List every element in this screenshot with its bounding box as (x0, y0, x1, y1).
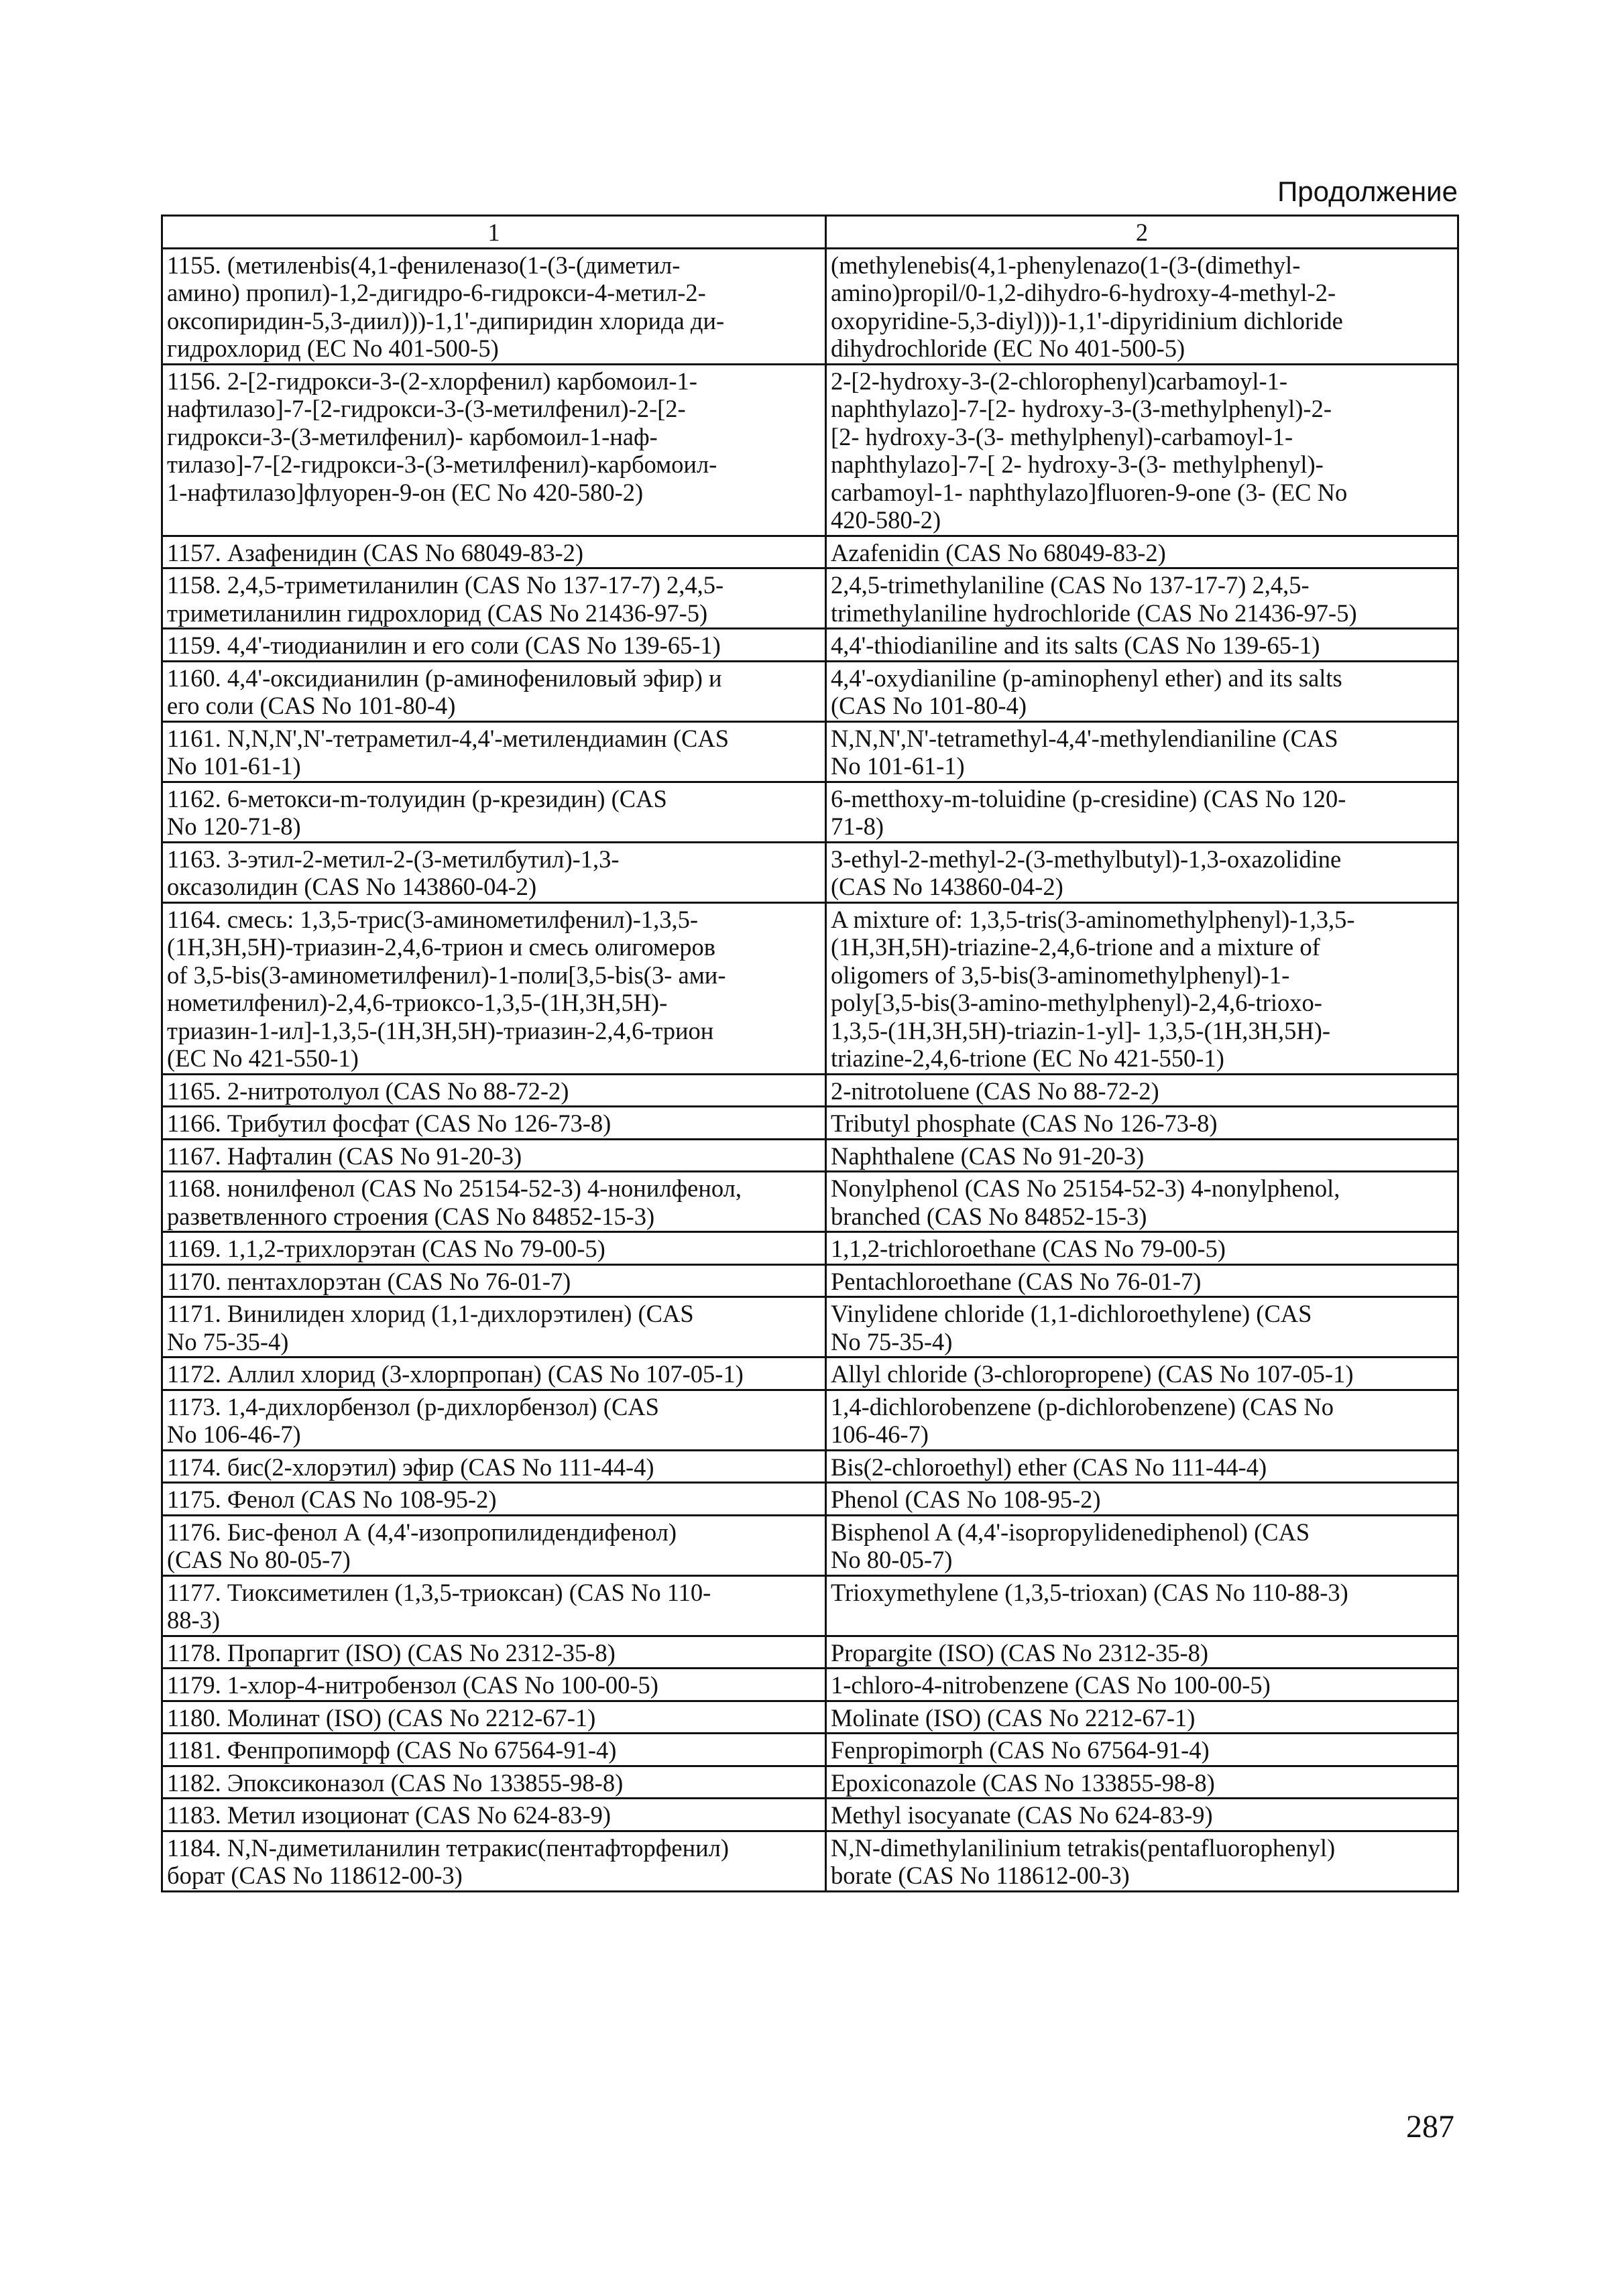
cell-english-name: Vinylidene chloride (1,1-dichloroethylene) (CAS No 75-35-4) (826, 1297, 1458, 1357)
table-row (162, 1669, 1458, 1701)
table-row (162, 842, 1458, 902)
table-row (162, 568, 1458, 629)
cell-english-name: Tributyl phosphate (CAS No 126-73-8) (826, 1107, 1458, 1140)
table-row (162, 1450, 1458, 1483)
cell-russian-name: 1155. (метиленbis(4,1-фениленазо(1-(3-(диметил- амино) пропил)-1,2-дигидро-6-гидрокси-4-метил-2- оксопиридин-5,3-диил)))-1,1'-дипиридин хлорида ди- гидрохлорид (EC No 401-500-5) (162, 248, 826, 364)
cell-english-name: Phenol (CAS No 108-95-2) (826, 1483, 1458, 1516)
cell-russian-name: 1183. Метил изоционат (CAS No 624-83-9) (162, 1799, 826, 1831)
cell-english-name: Fenpropimorph (CAS No 67564-91-4) (826, 1734, 1458, 1766)
cell-russian-name: 1159. 4,4'-тиодианилин и его соли (CAS No 139-65-1) (162, 629, 826, 662)
cell-russian-name: 1170. пентахлорэтан (CAS No 76-01-7) (162, 1264, 826, 1297)
cell-english-name: Nonylphenol (CAS No 25154-52-3) 4-nonylphenol, branched (CAS No 84852-15-3) (826, 1172, 1458, 1232)
column-header-2: 2 (826, 216, 1458, 249)
table-row (162, 1636, 1458, 1669)
cell-english-name: Naphthalene (CAS No 91-20-3) (826, 1139, 1458, 1172)
table-row (162, 661, 1458, 721)
table-row (162, 1139, 1458, 1172)
table-row (162, 1766, 1458, 1799)
cell-russian-name: 1182. Эпоксиконазол (CAS No 133855-98-8) (162, 1766, 826, 1799)
table-row (162, 1264, 1458, 1297)
table-row (162, 1357, 1458, 1390)
table-header (162, 216, 1458, 249)
cell-english-name: Molinate (ISO) (CAS No 2212-67-1) (826, 1701, 1458, 1734)
cell-russian-name: 1162. 6-метокси-m-толуидин (p-крезидин) (CAS No 120-71-8) (162, 782, 826, 842)
cell-english-name: A mixture of: 1,3,5-tris(3-aminomethylphenyl)-1,3,5- (1H,3H,5H)-triazine-2,4,6-trione and a mixture of oligomers of 3,5-bis(3-aminomethylphenyl)-1- poly[3,5-bis(3-amino-methylphenyl)-2,4,6-trioxo- 1,3,5-(1H,3H,5H)-triazin-1-yl]- 1,3,5-(1H,3H,5H)- triazine-2,4,6-trione (EC No 421-550-1) (826, 902, 1458, 1074)
cell-russian-name: 1173. 1,4-дихлорбензол (p-дихлорбензол) (CAS No 106-46-7) (162, 1390, 826, 1450)
table-row (162, 1172, 1458, 1232)
cell-russian-name: 1165. 2-нитротолуол (CAS No 88-72-2) (162, 1074, 826, 1107)
table-row (162, 364, 1458, 536)
cell-english-name: N,N-dimethylanilinium tetrakis(pentafluorophenyl) borate (CAS No 118612-00-3) (826, 1831, 1458, 1891)
cell-english-name: Trioxymethylene (1,3,5-trioxan) (CAS No 110-88-3) (826, 1575, 1458, 1636)
cell-english-name: Epoxiconazole (CAS No 133855-98-8) (826, 1766, 1458, 1799)
cell-russian-name: 1179. 1-хлор-4-нитробензол (CAS No 100-00-5) (162, 1669, 826, 1701)
cell-english-name: (methylenebis(4,1-phenylenazo(1-(3-(dimethyl- amino)propil/0-1,2-dihydro-6-hydroxy-4-methyl-2- oxopyridine-5,3-diyl)))-1,1'-dipyridinium dichloride dihydrochloride (EC No 401-500-5) (826, 248, 1458, 364)
table-row (162, 1074, 1458, 1107)
table-row (162, 248, 1458, 364)
table-row (162, 1515, 1458, 1575)
cell-russian-name: 1163. 3-этил-2-метил-2-(3-метилбутил)-1,3- оксазолидин (CAS No 143860-04-2) (162, 842, 826, 902)
cell-russian-name: 1161. N,N,N',N'-тетраметил-4,4'-метилендиамин (CAS No 101-61-1) (162, 721, 826, 782)
column-header-1: 1 (162, 216, 826, 249)
table-row (162, 1297, 1458, 1357)
table-row (162, 1831, 1458, 1891)
cell-english-name: 2-[2-hydroxy-3-(2-chlorophenyl)carbamoyl-1- naphthylazo]-7-[2- hydroxy-3-(3-methylphenyl)-2- [2- hydroxy-3-(3- methylphenyl)-carbamoyl-1- naphthylazo]-7-[ 2- hydroxy-3-(3- methylphenyl)- carbamoyl-1- naphthylazo]fluoren-9-one (3- (EC No 420-580-2) (826, 364, 1458, 536)
table-row (162, 1232, 1458, 1265)
cell-english-name: Methyl isocyanate (CAS No 624-83-9) (826, 1799, 1458, 1831)
table-row (162, 782, 1458, 842)
cell-russian-name: 1164. смесь: 1,3,5-трис(3-аминометилфенил)-1,3,5- (1H,3H,5H)-триазин-2,4,6-трион и смесь олигомеров of 3,5-bis(3-аминометилфенил)-1-поли[3,5-bis(3- ами- нометилфенил)-2,4,6-триоксо-1,3,5-(1H,3H,5H)- триазин-1-ил]-1,3,5-(1H,3H,5H)-триазин-2,4,6-трион (EC No 421-550-1) (162, 902, 826, 1074)
substance-table (161, 215, 1459, 1892)
table-row (162, 1390, 1458, 1450)
cell-russian-name: 1166. Трибутил фосфат (CAS No 126-73-8) (162, 1107, 826, 1140)
cell-english-name: Bisphenol A (4,4'-isopropylidenediphenol) (CAS No 80-05-7) (826, 1515, 1458, 1575)
cell-russian-name: 1177. Тиоксиметилен (1,3,5-триоксан) (CAS No 110- 88-3) (162, 1575, 826, 1636)
cell-english-name: 1,1,2-trichloroethane (CAS No 79-00-5) (826, 1232, 1458, 1265)
cell-english-name: 2-nitrotoluene (CAS No 88-72-2) (826, 1074, 1458, 1107)
cell-russian-name: 1178. Пропаргит (ISO) (CAS No 2312-35-8) (162, 1636, 826, 1669)
cell-russian-name: 1168. нонилфенол (CAS No 25154-52-3) 4-нонилфенол, разветвленного строения (CAS No 84852-15-3) (162, 1172, 826, 1232)
table-row (162, 721, 1458, 782)
table-row (162, 1575, 1458, 1636)
cell-english-name: 1-chloro-4-nitrobenzene (CAS No 100-00-5) (826, 1669, 1458, 1701)
table-row (162, 1701, 1458, 1734)
cell-russian-name: 1171. Винилиден хлорид (1,1-дихлорэтилен) (CAS No 75-35-4) (162, 1297, 826, 1357)
cell-english-name: 3-ethyl-2-methyl-2-(3-methylbutyl)-1,3-oxazolidine (CAS No 143860-04-2) (826, 842, 1458, 902)
table-body (162, 248, 1458, 1891)
table-row (162, 1799, 1458, 1831)
cell-russian-name: 1160. 4,4'-оксидианилин (p-аминофениловый эфир) и его соли (CAS No 101-80-4) (162, 661, 826, 721)
cell-russian-name: 1181. Фенпропиморф (CAS No 67564-91-4) (162, 1734, 826, 1766)
table-row (162, 536, 1458, 568)
continued-label: Продолжение (1277, 176, 1458, 207)
cell-russian-name: 1167. Нафталин (CAS No 91-20-3) (162, 1139, 826, 1172)
cell-english-name: 2,4,5-trimethylaniline (CAS No 137-17-7) 2,4,5- trimethylaniline hydrochloride (CAS No 21436-97-5) (826, 568, 1458, 629)
cell-russian-name: 1169. 1,1,2-трихлорэтан (CAS No 79-00-5) (162, 1232, 826, 1265)
table-row (162, 902, 1458, 1074)
cell-russian-name: 1176. Бис-фенол А (4,4'-изопропилидендифенол) (CAS No 80-05-7) (162, 1515, 826, 1575)
cell-english-name: Allyl chloride (3-chloropropene) (CAS No 107-05-1) (826, 1357, 1458, 1390)
cell-russian-name: 1158. 2,4,5-триметиланилин (CAS No 137-17-7) 2,4,5- триметиланилин гидрохлорид (CAS No 21436-97-5) (162, 568, 826, 629)
cell-english-name: Pentachloroethane (CAS No 76-01-7) (826, 1264, 1458, 1297)
cell-english-name: Propargite (ISO) (CAS No 2312-35-8) (826, 1636, 1458, 1669)
page-number: 287 (1406, 2109, 1454, 2144)
table-row (162, 1107, 1458, 1140)
cell-english-name: Bis(2-chloroethyl) ether (CAS No 111-44-4) (826, 1450, 1458, 1483)
header-row (162, 216, 1458, 249)
table-row (162, 629, 1458, 662)
cell-english-name: N,N,N',N'-tetramethyl-4,4'-methylendianiline (CAS No 101-61-1) (826, 721, 1458, 782)
cell-english-name: Azafenidin (CAS No 68049-83-2) (826, 536, 1458, 568)
cell-english-name: 6-metthoxy-m-toluidine (p-cresidine) (CAS No 120- 71-8) (826, 782, 1458, 842)
table-row (162, 1734, 1458, 1766)
cell-english-name: 4,4'-oxydianiline (p-aminophenyl ether) and its salts (CAS No 101-80-4) (826, 661, 1458, 721)
cell-english-name: 1,4-dichlorobenzene (p-dichlorobenzene) (CAS No 106-46-7) (826, 1390, 1458, 1450)
cell-russian-name: 1157. Азафенидин (CAS No 68049-83-2) (162, 536, 826, 568)
cell-russian-name: 1174. бис(2-хлорэтил) эфир (CAS No 111-44-4) (162, 1450, 826, 1483)
cell-russian-name: 1180. Молинат (ISO) (CAS No 2212-67-1) (162, 1701, 826, 1734)
cell-russian-name: 1175. Фенол (CAS No 108-95-2) (162, 1483, 826, 1516)
cell-russian-name: 1172. Аллил хлорид (3-хлорпропан) (CAS No 107-05-1) (162, 1357, 826, 1390)
cell-russian-name: 1184. N,N-диметиланилин тетракис(пентафторфенил) борат (CAS No 118612-00-3) (162, 1831, 826, 1891)
cell-russian-name: 1156. 2-[2-гидрокси-3-(2-хлорфенил) карбомоил-1- нафтилазо]-7-[2-гидрокси-3-(3-метилфенил)-2-[2- гидрокси-3-(3-метилфенил)- карбомоил-1-наф- тилазо]-7-[2-гидрокси-3-(3-метилфенил)-карбомоил- 1-нафтилазо]флуорен-9-он (EC No 420-580-2) (162, 364, 826, 536)
table-row (162, 1483, 1458, 1516)
cell-english-name: 4,4'-thiodianiline and its salts (CAS No 139-65-1) (826, 629, 1458, 662)
